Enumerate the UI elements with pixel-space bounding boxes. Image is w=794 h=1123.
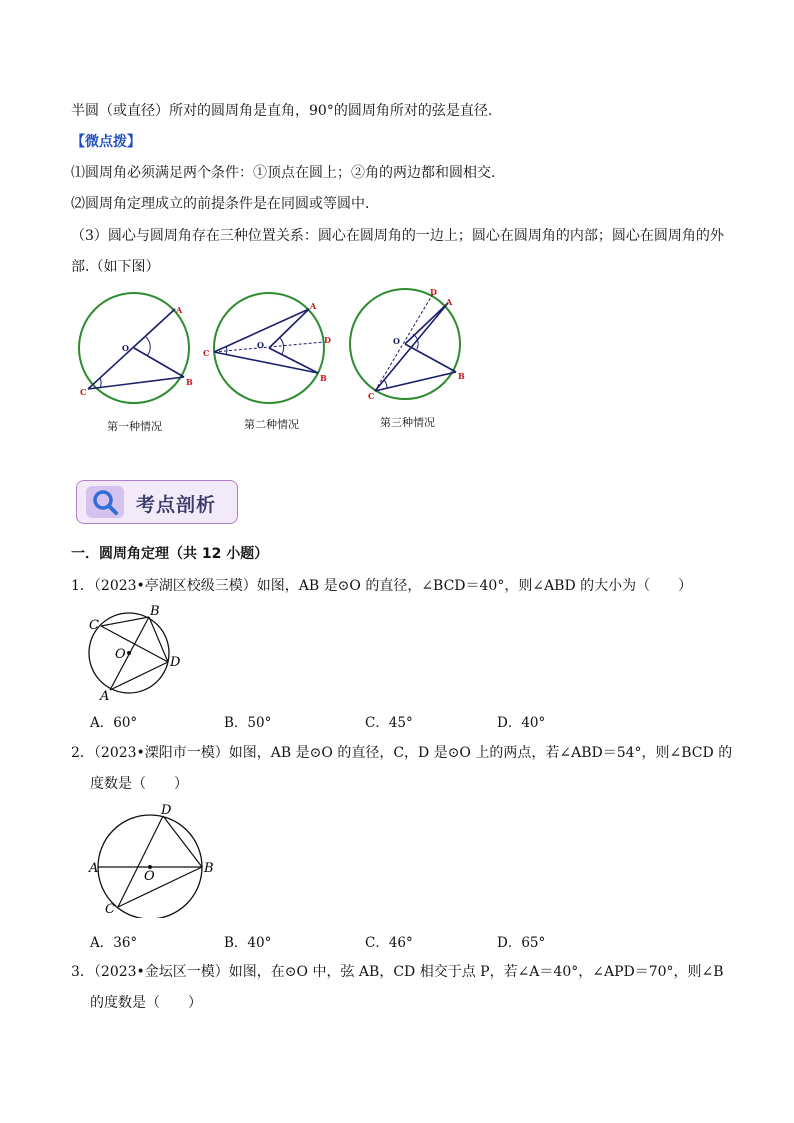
caption-case-1: 第一种情况 bbox=[107, 420, 162, 433]
q2-option-d[interactable]: D．65° bbox=[497, 935, 546, 951]
q2-option-c[interactable]: C．46° bbox=[365, 935, 413, 951]
question-2-figure bbox=[85, 800, 225, 918]
radius-ob-case-2 bbox=[269, 348, 318, 373]
question-stem: （2023•金坛区一模）如图，在⊙O 中，弦 AB，CD 相交于点 P，若∠A＝40°，∠APD＝70°，则∠B bbox=[93, 964, 724, 980]
q1-label-o: O bbox=[115, 647, 126, 662]
tip-2: ⑵圆周角定理成立的前提条件是在同圆或等圆中. bbox=[71, 196, 370, 212]
q1-option-a[interactable]: A．60° bbox=[90, 715, 138, 731]
q1-option-b[interactable]: B．50° bbox=[224, 715, 272, 731]
label-o-case-2: O bbox=[257, 340, 264, 350]
angle-arc-c-case-3 bbox=[384, 380, 387, 388]
q2-label-o: O bbox=[144, 869, 155, 884]
label-c-case-3: C bbox=[368, 391, 375, 401]
question-number: 3． bbox=[71, 964, 94, 980]
diameter-cd-case-3 bbox=[375, 292, 434, 391]
tip-label: 【微点拨】 bbox=[71, 134, 141, 150]
q2-label-b: B bbox=[204, 861, 214, 876]
label-b-case-1: B bbox=[186, 377, 193, 387]
diameter-cd-case-2 bbox=[214, 342, 324, 352]
question-1-figure bbox=[82, 600, 192, 705]
q2-option-b[interactable]: B．40° bbox=[224, 935, 272, 951]
tip-1: ⑴圆周角必须满足两个条件：①顶点在圆上；②角的两边都和圆相交. bbox=[71, 165, 496, 181]
label-c-case-2: C bbox=[203, 348, 210, 358]
chord-cb-case-3 bbox=[375, 372, 456, 391]
banner-title: 考点剖析 bbox=[136, 494, 217, 516]
chord-ca-case-1 bbox=[88, 309, 175, 389]
q1-label-b: B bbox=[150, 604, 160, 619]
radius-ob-case-3 bbox=[405, 344, 456, 372]
question-2-cont: 度数是（ ） bbox=[90, 776, 188, 792]
section-title: 一．圆周角定理（共 12 小题） bbox=[71, 546, 269, 562]
label-c-case-1: C bbox=[80, 387, 87, 397]
question-number: 2． bbox=[71, 745, 94, 761]
label-a-case-3: A bbox=[446, 297, 453, 307]
radius-ob-case-1 bbox=[134, 348, 184, 377]
figure-case-3 bbox=[350, 287, 465, 401]
label-b-case-2: B bbox=[320, 373, 327, 383]
tip-3a: （3）圆心与圆周角存在三种位置关系：圆心在圆周角的一边上；圆心在圆周角的内部；圆心在圆周角的外 bbox=[71, 228, 724, 244]
question-1 bbox=[71, 577, 692, 595]
radius-oa-case-3 bbox=[405, 303, 448, 344]
figure-case-1 bbox=[79, 293, 193, 403]
q1-label-d: D bbox=[170, 655, 181, 670]
q1-label-c: C bbox=[89, 618, 99, 633]
magnifier-icon bbox=[86, 486, 124, 518]
question-stem: （2023•亭湖区校级三模）如图，AB 是⊙O 的直径，∠BCD＝40°，则∠ABD 的大小为（ ） bbox=[93, 578, 693, 594]
q1-option-c[interactable]: C．45° bbox=[365, 715, 413, 731]
question-2 bbox=[71, 744, 732, 762]
q2-label-c: C bbox=[105, 902, 115, 917]
section-banner bbox=[76, 478, 240, 524]
question-stem: （2023•溧阳市一模）如图，AB 是⊙O 的直径，C，D 是⊙O 上的两点，若∠ABD＝54°，则∠BCD 的 bbox=[93, 745, 733, 761]
q2-label-d: D bbox=[161, 803, 172, 818]
label-d-case-3: D bbox=[430, 287, 437, 297]
chord-cb-case-1 bbox=[88, 377, 184, 389]
label-o-case-3: O bbox=[393, 336, 400, 346]
angle-arc-o-case-1 bbox=[146, 337, 150, 356]
q1-label-a: A bbox=[100, 689, 110, 704]
intro-line-1: 半圆（或直径）所对的圆周角是直角，90°的圆周角所对的弦是直径. bbox=[71, 103, 493, 119]
chord-cb-case-2 bbox=[214, 352, 318, 373]
label-a-case-1: A bbox=[176, 305, 183, 315]
label-o-case-1: O bbox=[122, 343, 129, 353]
caption-case-3: 第三种情况 bbox=[380, 416, 435, 429]
label-a-case-2: A bbox=[310, 301, 317, 311]
radius-oa-case-2 bbox=[269, 309, 309, 348]
q2-label-a: A bbox=[89, 861, 99, 876]
three-case-figure bbox=[70, 285, 480, 415]
label-b-case-3: B bbox=[458, 371, 465, 381]
q1-option-d[interactable]: D．40° bbox=[497, 715, 546, 731]
figure-case-2 bbox=[203, 293, 331, 403]
question-number: 1． bbox=[71, 578, 94, 594]
question-3-cont: 的度数是（ ） bbox=[90, 995, 202, 1011]
tip-3b: 部.（如下图） bbox=[71, 259, 160, 275]
caption-case-2: 第二种情况 bbox=[244, 418, 299, 431]
angle-arc-c-case-1 bbox=[100, 378, 101, 388]
question-3 bbox=[71, 963, 724, 981]
label-d-case-2: D bbox=[324, 335, 331, 345]
q2-option-a[interactable]: A．36° bbox=[90, 935, 138, 951]
